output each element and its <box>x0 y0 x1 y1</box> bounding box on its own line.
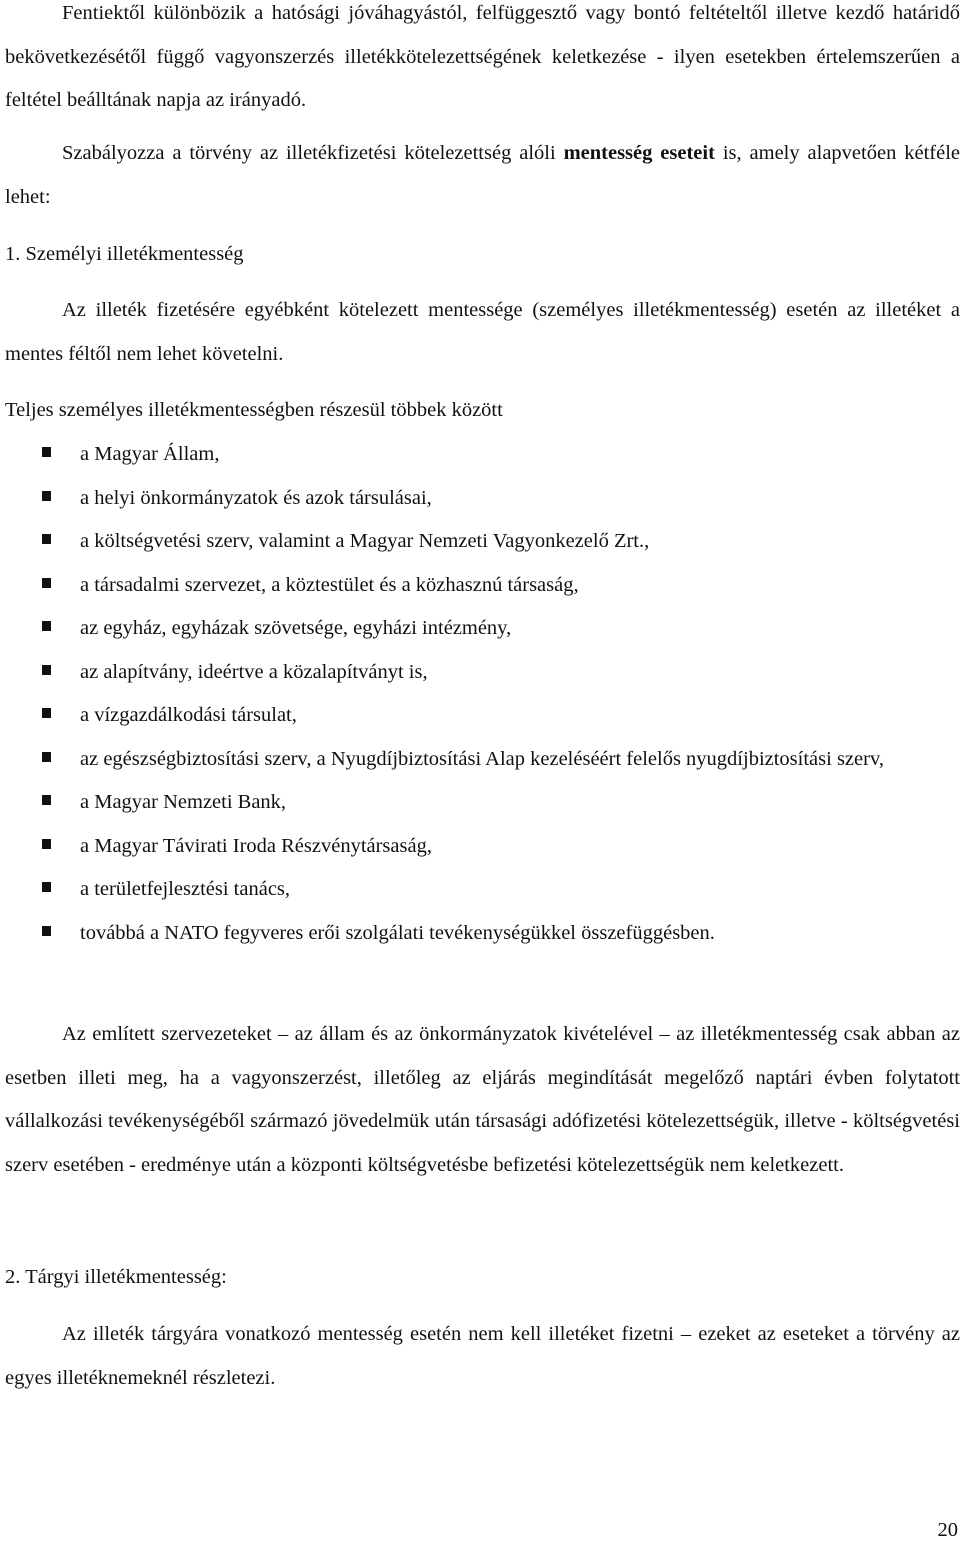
emphasis-exemption-cases: mentesség eseteit <box>563 142 715 164</box>
list-item-text: az egészségbiztosítási szerv, a Nyugdíjbiztosítási Alap kezeléséért felelős nyugdíjbiztosítási szerv, <box>80 747 884 770</box>
square-bullet-icon <box>42 665 51 675</box>
list-item <box>5 825 960 869</box>
square-bullet-icon <box>42 795 51 805</box>
square-bullet-icon <box>42 621 51 631</box>
page-number: 20 <box>937 1519 958 1541</box>
paragraph-exemption-intro <box>5 132 960 219</box>
list-item <box>5 781 960 825</box>
list-item-text: a társadalmi szervezet, a köztestület és a közhasznú társaság, <box>80 573 579 596</box>
list-item <box>5 520 960 564</box>
list-item <box>5 651 960 695</box>
square-bullet-icon <box>42 534 51 544</box>
square-bullet-icon <box>42 491 51 501</box>
paragraph-full-exemption-intro: Teljes személyes illetékmentességben részesül többek között <box>5 399 503 421</box>
square-bullet-icon <box>42 447 51 457</box>
square-bullet-icon <box>42 839 51 849</box>
square-bullet-icon <box>42 752 51 762</box>
list-item-text: továbbá a NATO fegyveres erői szolgálati tevékenységükkel összefüggésben. <box>80 921 715 944</box>
square-bullet-icon <box>42 882 51 892</box>
list-item <box>5 433 960 477</box>
square-bullet-icon <box>42 708 51 718</box>
paragraph-condition: Fentiektől különbözik a hatósági jóváhagyástól, felfüggesztő vagy bontó feltételtől illetve kezdő határidő bekövetkezésétől függő vagyonszerzés illetékkötelezettségének keletkezése - ilyen esetekben értelemszerűen a feltétel beálltának napja az irányadó. <box>5 2 960 111</box>
paragraph-exemption-conditions: Az említett szervezeteket – az állam és az önkormányzatok kivételével – az illetékmentesség csak abban az esetben illeti meg, ha a vagyonszerzést, illetőleg az eljárás megindítását megelőző naptári évben folytatott vállalkozási tevékenységéből származó jövedelmük után társasági adófizetési kötelezettségük, illetve - költségvetési szerv esetében - eredménye után a központi költségvetésbe befizetési kötelezettségük nem keletkezett. <box>5 1023 960 1176</box>
list-item <box>5 477 960 521</box>
heading-personal-exemption: 1. Személyi illetékmentesség <box>5 243 244 265</box>
paragraph-exemption-intro-text: Szabályozza a törvény az illetékfizetési kötelezettség alóli <box>62 142 564 164</box>
heading-material-exemption: 2. Tárgyi illetékmentesség: <box>5 1266 227 1288</box>
list-item-text: a költségvetési szerv, valamint a Magyar Nemzeti Vagyonkezelő Zrt., <box>80 530 650 552</box>
list-item <box>5 694 960 738</box>
paragraph-personal-exemption: Az illeték fizetésére egyébként kötelezett mentessége (személyes illetékmentesség) esetén az illetéket a mentes féltől nem lehet követelni. <box>5 299 960 365</box>
list-item <box>5 738 960 782</box>
paragraph-exemption-intro-tail: is, amely alapvetően kétféle lehet: <box>5 142 960 208</box>
list-item-text: az alapítvány, ideértve a közalapítványt is, <box>80 660 428 683</box>
list-item-text: a helyi önkormányzatok és azok társulásai, <box>80 486 432 509</box>
list-item-text: a Magyar Állam, <box>80 443 220 465</box>
list-item-text: a Magyar Nemzeti Bank, <box>80 791 287 813</box>
list-item-text: a Magyar Távirati Iroda Részvénytársaság, <box>80 834 432 857</box>
list-item-text: a vízgazdálkodási társulat, <box>80 704 297 726</box>
paragraph-material-exemption: Az illeték tárgyára vonatkozó mentesség esetén nem kell illetéket fizetni – ezeket az eseteket a törvény az egyes illetéknemeknél részletezi. <box>5 1323 960 1389</box>
list-item <box>5 607 960 651</box>
list-item-text: az egyház, egyházak szövetsége, egyházi intézmény, <box>80 617 512 639</box>
list-item <box>5 564 960 608</box>
square-bullet-icon <box>42 578 51 588</box>
list-item <box>5 868 960 912</box>
list-item-text: a területfejlesztési tanács, <box>80 878 291 900</box>
square-bullet-icon <box>42 926 51 936</box>
exempt-entities-list <box>5 433 960 955</box>
list-item <box>5 912 960 956</box>
